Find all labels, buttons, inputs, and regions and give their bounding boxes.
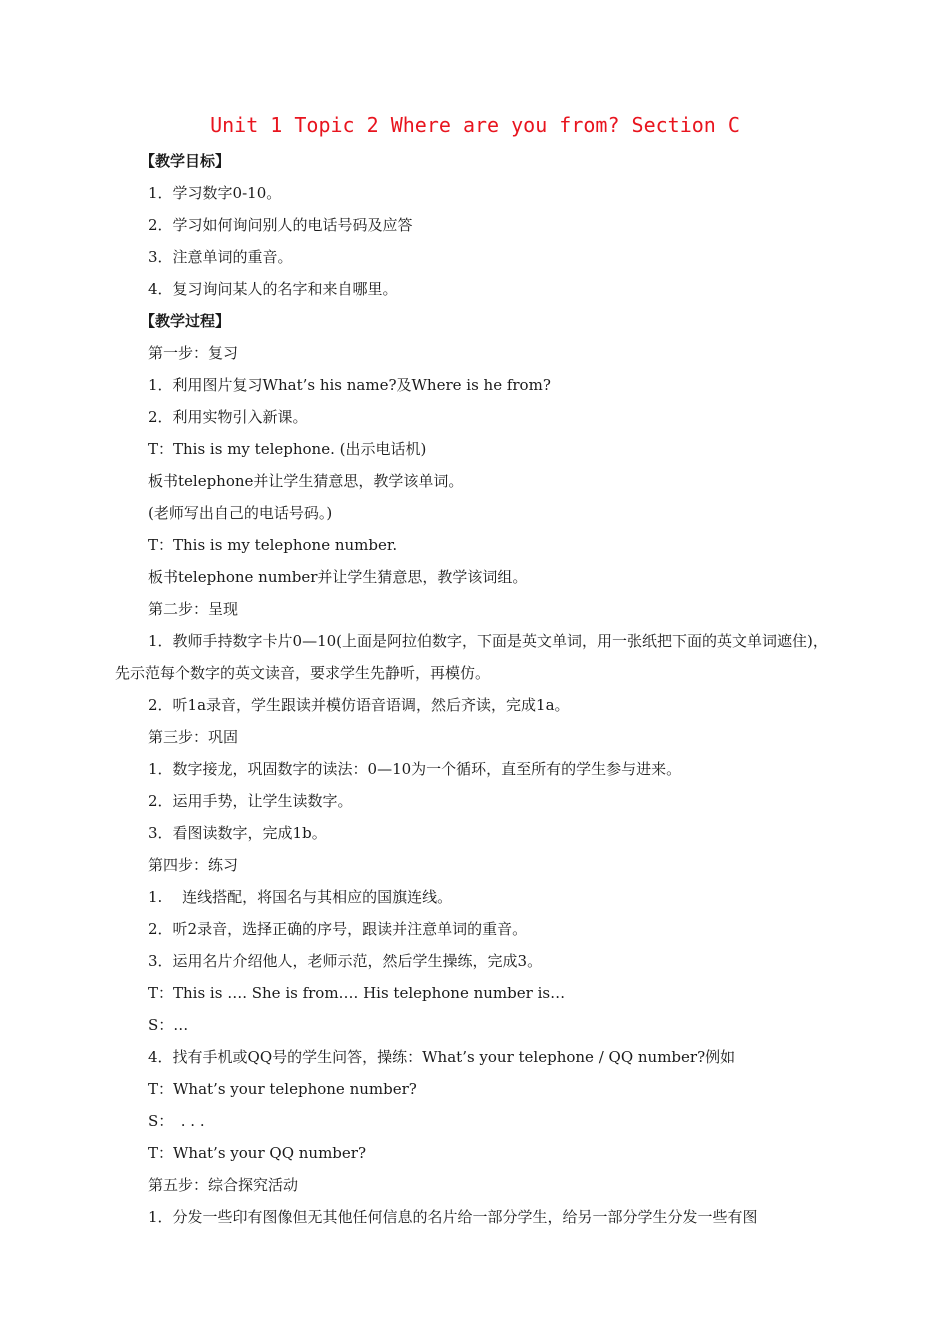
text-line: 4．复习询问某人的名字和来自哪里。 <box>148 280 398 298</box>
text-line: 2．利用实物引入新课。 <box>148 408 308 426</box>
text-line: 1．学习数字0-10。 <box>148 184 282 202</box>
document-body <box>115 145 837 1233</box>
text-line: 3．运用名片介绍他人，老师示范，然后学生操练，完成3。 <box>148 952 543 970</box>
document-title: Unit 1 Topic 2 Where are you from? Section C <box>210 113 740 137</box>
text-line: 1．教师手持数字卡片0—10(上面是阿拉伯数字，下面是英文单词，用一张纸把下面的英文单词遮住)，先示范每个数字的英文读音，要求学生先静听，再模仿。 <box>115 632 828 682</box>
text-line: 3．看图读数字，完成1b。 <box>148 824 327 842</box>
text-line: 第一步：复习 <box>148 344 239 362</box>
section-heading: 【教学过程】 <box>140 312 231 330</box>
text-line: T：This is my telephone number. <box>148 536 398 554</box>
text-line: 1．利用图片复习What’s his name?及Where is he from? <box>148 376 551 394</box>
text-line: 2．听1a录音，学生跟读并模仿语音语调，然后齐读，完成1a。 <box>148 696 570 714</box>
text-line: 板书telephone number并让学生猜意思，教学该词组。 <box>148 568 528 586</box>
text-line: T：What’s your telephone number? <box>148 1080 417 1098</box>
text-line: T：What’s your QQ number? <box>148 1144 366 1162</box>
text-line: 1．数字接龙，巩固数字的读法：0—10为一个循环，直至所有的学生参与进来。 <box>148 760 682 778</box>
section-heading: 【教学目标】 <box>140 152 231 170</box>
text-line: 第三步：巩固 <box>148 728 239 746</box>
text-line: 2．运用手势，让学生读数字。 <box>148 792 353 810</box>
text-line: S： . . . <box>148 1112 205 1130</box>
text-line: 1. 连线搭配，将国名与其相应的国旗连线。 <box>148 888 453 906</box>
text-line: (老师写出自己的电话号码。) <box>148 504 333 522</box>
text-line: S：… <box>148 1016 189 1034</box>
text-line: T：This is my telephone. (出示电话机) <box>148 440 427 458</box>
text-line: 2．听2录音，选择正确的序号，跟读并注意单词的重音。 <box>148 920 528 938</box>
text-line: T：This is …. She is from…. His telephone number is… <box>148 984 566 1002</box>
text-line: 第五步：综合探究活动 <box>148 1176 299 1194</box>
text-line: 板书telephone并让学生猜意思，教学该单词。 <box>148 472 464 490</box>
text-line: 2．学习如何询问别人的电话号码及应答 <box>148 216 413 234</box>
text-line: 第四步：练习 <box>148 856 239 874</box>
text-line: 4．找有手机或QQ号的学生问答，操练：What’s your telephone / QQ number?例如 <box>148 1048 736 1066</box>
text-line: 1．分发一些印有图像但无其他任何信息的名片给一部分学生，给另一部分学生分发一些有图 <box>148 1208 758 1226</box>
text-line: 第二步：呈现 <box>148 600 239 618</box>
text-line: 3．注意单词的重音。 <box>148 248 293 266</box>
